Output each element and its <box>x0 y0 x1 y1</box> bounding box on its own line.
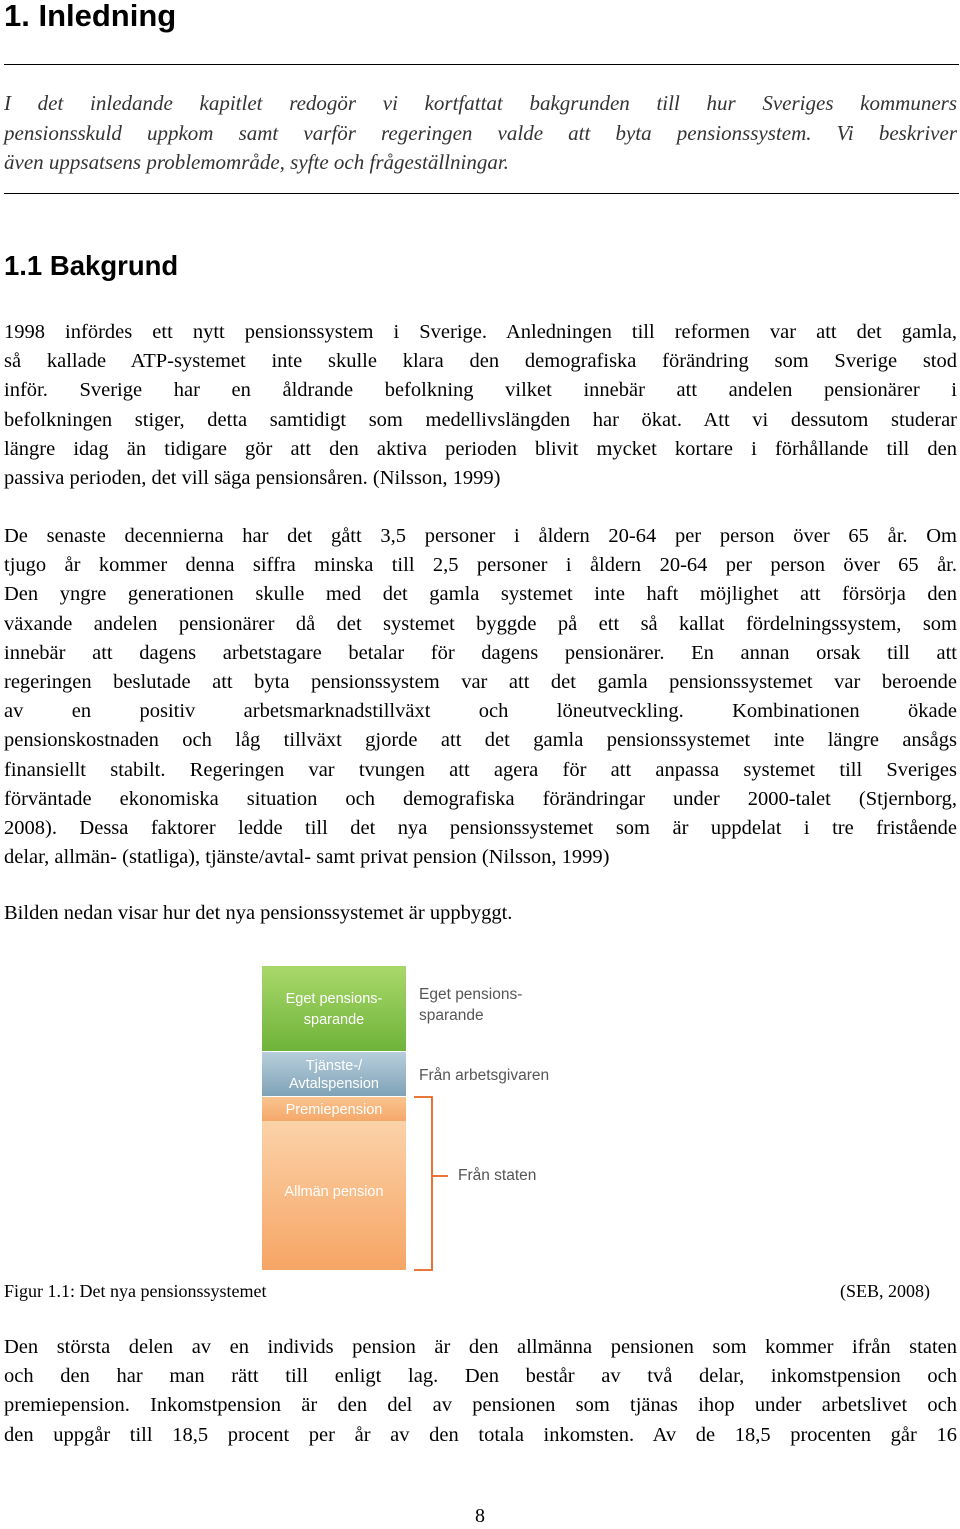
intro-line: även uppsatsens problemområde, syfte och frågeställningar. <box>4 150 509 174</box>
paragraph-line: längre idag än tidigare gör att den aktiva perioden blivit mycket kortare i förhållande till den <box>4 437 957 460</box>
section-title: 1.1 Bakgrund <box>4 250 179 281</box>
own-savings-side-line1: Eget pensions- <box>419 986 523 1003</box>
paragraph-line: inför. Sverige har en åldrande befolkning vilket innebär att andelen pensionärer i <box>4 379 957 402</box>
paragraph-line: 1998 infördes ett nytt pensionssystem i Sverige. Anledningen till reformen var att det gamla, <box>4 321 957 343</box>
chapter-title: 1. Inledning <box>4 0 177 33</box>
own-savings-label-line1: Eget pensions- <box>285 991 383 1007</box>
paragraph-line: 2008). Dessa faktorer ledde till det nya pensionssystemet som är uppdelat i tre fristående <box>4 817 957 840</box>
paragraph-3: Bilden nedan visar hur det nya pensionssystemet är uppbyggt. <box>4 902 513 924</box>
paragraph-line: pensionskostnaden och låg tillväxt gjorde att det gamla pensionssystemet inte längre ansågs <box>4 729 957 752</box>
occupational-label-line2: Avtalspension <box>288 1076 380 1092</box>
own-savings-label-line2: sparande <box>303 1012 365 1028</box>
paragraph-4 <box>4 1333 957 1450</box>
figure-caption-row <box>4 1279 930 1303</box>
paragraph-line: av en positiv arbetsmarknadstillväxt och löneutveckling. Kombinationen ökade <box>4 700 957 723</box>
paragraph-line: passiva perioden, det vill säga pensionsåren. (Nilsson, 1999) <box>4 467 501 490</box>
paragraph-line: tjugo år kommer denna siffra minska till 2,5 personer i åldern 20-64 per person över 65 år. <box>4 554 957 577</box>
paragraph-line: så kallade ATP-systemet inte skulle klara den demografiska förändring som Sverige stod <box>4 350 957 373</box>
own-savings-side-line2: sparande <box>419 1007 484 1024</box>
intro-line: I det inledande kapitlet redogör vi kortfattat bakgrunden till hur Sveriges kommuners <box>4 91 957 115</box>
paragraph-line: premiepension. Inkomstpension är den del av pensionen som tjänas ihop under arbetslivet och <box>4 1394 957 1417</box>
general-pension-label: Allmän pension <box>284 1184 384 1200</box>
occupational-label-line1: Tjänste-/ <box>305 1058 363 1074</box>
state-bracket <box>414 1097 448 1270</box>
paragraph-1 <box>4 318 957 493</box>
own-savings-block <box>262 966 406 1051</box>
paragraph-line: Den största delen av en individs pension är den allmänna pensionen som kommer ifrån staten <box>4 1336 957 1358</box>
employer-side-label: Från arbetsgivaren <box>419 1067 550 1084</box>
paragraph-line: innebär att dagens arbetstagare betalar för dagens pensionärer. En annan orsak till att <box>4 641 957 664</box>
paragraph-line: De senaste decennierna har det gått 3,5 personer i åldern 20-64 per person över 65 år. Om <box>4 525 957 547</box>
intro-line: pensionsskuld uppkom samt varför regeringen valde att byta pensionssystem. Vi beskriver <box>4 120 957 145</box>
chapter-intro <box>4 89 957 178</box>
paragraph-line: växande andelen pensionärer då det systemet byggde på ett så kallat fördelningssystem, som <box>4 612 957 635</box>
top-divider <box>4 64 959 65</box>
paragraph-line: och den har man rätt till enligt lag. Den består av två delar, inkomstpension och <box>4 1365 957 1388</box>
page-number: 8 <box>475 1505 485 1527</box>
paragraph-line: den uppgår till 18,5 procent per år av den totala inkomsten. Av de 18,5 procenten går 16 <box>4 1423 957 1446</box>
paragraph-line: förväntade ekonomiska situation och demografiska förändringar under 2000-talet (Stjernborg, <box>4 787 957 810</box>
paragraph-line: delar, allmän- (statliga), tjänste/avtal- samt privat pension (Nilsson, 1999) <box>4 846 610 869</box>
bottom-divider <box>4 193 959 194</box>
figure-source: (SEB, 2008) <box>840 1281 930 1301</box>
premium-pension-label: Premiepension <box>285 1102 383 1118</box>
paragraph-line: befolkningen stiger, detta samtidigt som medellivslängden har ökat. Att vi dessutom studerar <box>4 408 957 431</box>
paragraph-line: finansiellt stabilt. Regeringen var tvungen att agera för att anpassa systemet till Sveriges <box>4 758 957 781</box>
figure-caption: Figur 1.1: Det nya pensionssystemet <box>4 1281 267 1301</box>
paragraph-2 <box>4 522 957 872</box>
paragraph-line: regeringen beslutade att byta pensionssystem var att det gamla pensionssystemet var beroende <box>4 671 957 694</box>
paragraph-line: Den yngre generationen skulle med det gamla systemet inte haft möjlighet att försörja den <box>4 583 957 606</box>
pension-system-figure <box>262 966 582 1272</box>
state-side-label: Från staten <box>458 1167 537 1184</box>
